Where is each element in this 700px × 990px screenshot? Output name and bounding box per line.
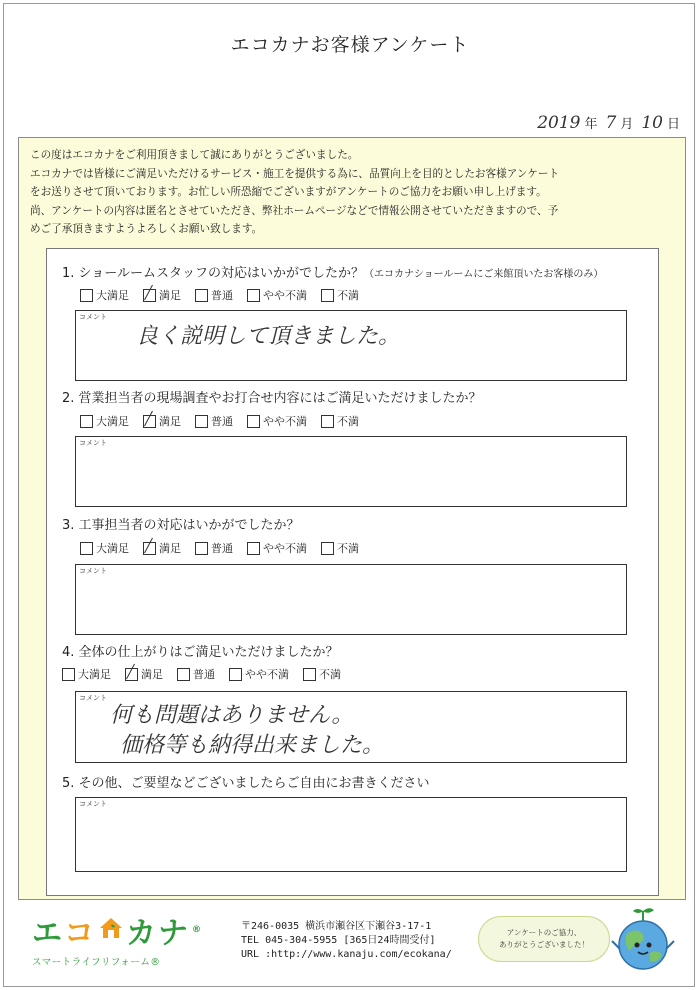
earth-mascot-icon <box>608 905 678 975</box>
option-satisfied[interactable] <box>143 540 181 556</box>
question-4-comment-box[interactable] <box>75 691 627 763</box>
page-title: エコカナお客様アンケート <box>230 34 470 56</box>
question-4-options <box>62 666 355 682</box>
question-1-title <box>62 262 603 281</box>
question-2-comment-box[interactable] <box>75 436 627 507</box>
option-satisfied[interactable] <box>143 413 181 429</box>
date-day: 10 <box>641 113 663 133</box>
option-slightly-dissatisfied[interactable] <box>247 287 307 303</box>
intro-line: エコカナでは皆様にご満足いただけるサービス・施工を提供する為に、品質向上を目的としたお客様アンケート <box>30 167 560 180</box>
option-label: やや不満 <box>245 668 289 681</box>
option-very-satisfied[interactable] <box>80 287 129 303</box>
option-dissatisfied[interactable] <box>303 666 341 682</box>
option-label: 満足 <box>159 289 181 302</box>
option-label: 満足 <box>141 668 163 681</box>
checkbox[interactable] <box>80 415 93 428</box>
option-label: 普通 <box>211 415 233 428</box>
question-5-title: 5. その他、ご要望などございましたらご自由にお書きください <box>62 776 430 791</box>
ecokana-logo <box>32 908 217 968</box>
bubble-line: ありがとうございました！ <box>499 940 589 949</box>
option-label: やや不満 <box>263 289 307 302</box>
option-label: 普通 <box>211 542 233 555</box>
house-icon <box>99 913 123 948</box>
option-dissatisfied[interactable] <box>321 540 359 556</box>
checkbox[interactable] <box>195 289 208 302</box>
checkbox-checked[interactable] <box>143 289 156 302</box>
option-label: 不満 <box>337 289 359 302</box>
company-tel: TEL 045-304-5955 [365日24時間受付] <box>241 935 436 946</box>
intro-line: この度はエコカナをご利用頂きまして誠にありがとうございました。 <box>30 149 359 161</box>
checkbox[interactable] <box>195 415 208 428</box>
comment-label: コメント <box>79 694 107 702</box>
checkbox[interactable] <box>303 668 316 681</box>
option-slightly-dissatisfied[interactable] <box>229 666 289 682</box>
checkbox[interactable] <box>321 542 334 555</box>
checkbox[interactable] <box>247 289 260 302</box>
comment-label: コメント <box>79 567 107 575</box>
date-year-unit: 年 <box>584 117 598 132</box>
company-address: 〒246-0035 横浜市瀬谷区下瀬谷3-17-1 <box>241 921 432 932</box>
checkbox-checked[interactable] <box>143 415 156 428</box>
checkbox-checked[interactable] <box>143 542 156 555</box>
comment-label: コメント <box>79 800 107 808</box>
bubble-line: アンケートのご協力、 <box>506 928 582 937</box>
question-4-title: 4. 全体の仕上がりはご満足いただけましたか？ <box>62 645 339 660</box>
date-year: 2019 <box>537 113 581 133</box>
option-label: 不満 <box>319 668 341 681</box>
question-1-note: （エコカナショールームにご来館頂いたお客様のみ） <box>364 269 604 280</box>
option-very-satisfied[interactable] <box>80 413 129 429</box>
checkbox[interactable] <box>229 668 242 681</box>
checkbox[interactable] <box>321 289 334 302</box>
logo-wordmark <box>32 908 217 952</box>
option-normal[interactable] <box>177 666 215 682</box>
question-3-options <box>80 540 373 556</box>
option-dissatisfied[interactable] <box>321 413 359 429</box>
intro-text <box>30 146 670 239</box>
thanks-bubble <box>478 916 610 962</box>
date-month-unit: 月 <box>620 117 634 132</box>
option-label: 満足 <box>159 415 181 428</box>
intro-line: 尚、アンケートの内容は匿名とさせていただき、弊社ホームページなどで情報公開させていただきますので、予 <box>30 204 559 217</box>
option-very-satisfied[interactable] <box>62 666 111 682</box>
option-label: 大満足 <box>78 668 111 681</box>
date-day-unit: 日 <box>666 117 680 132</box>
option-label: 普通 <box>193 668 215 681</box>
checkbox[interactable] <box>195 542 208 555</box>
question-5-comment-box[interactable] <box>75 797 627 872</box>
checkbox[interactable] <box>80 542 93 555</box>
option-label: 普通 <box>211 289 233 302</box>
logo-char: ナ <box>158 916 190 951</box>
date-month: 7 <box>605 113 617 133</box>
option-normal[interactable] <box>195 413 233 429</box>
question-1-options <box>80 287 373 303</box>
question-3-comment-box[interactable] <box>75 564 627 635</box>
option-label: やや不満 <box>263 415 307 428</box>
option-normal[interactable] <box>195 287 233 303</box>
checkbox-checked[interactable] <box>125 668 138 681</box>
option-label: 大満足 <box>96 415 129 428</box>
option-label: 満足 <box>159 542 181 555</box>
intro-line: めご了承頂きますようよろしくお願い致します。 <box>30 223 263 235</box>
option-satisfied[interactable] <box>143 287 181 303</box>
logo-char: コ <box>64 916 96 951</box>
option-slightly-dissatisfied[interactable] <box>247 540 307 556</box>
logo-char: カ <box>126 916 158 951</box>
question-2-title: 2. 営業担当者の現場調査やお打合せ内容にはご満足いただけましたか？ <box>62 391 482 406</box>
option-very-satisfied[interactable] <box>80 540 129 556</box>
comment-label: コメント <box>79 313 107 321</box>
logo-char: エ <box>32 916 64 951</box>
option-label: 不満 <box>337 415 359 428</box>
option-normal[interactable] <box>195 540 233 556</box>
logo-reg-mark: ® <box>192 925 203 935</box>
question-2-options <box>80 413 373 429</box>
option-label: 不満 <box>337 542 359 555</box>
option-label: やや不満 <box>263 542 307 555</box>
comment-label: コメント <box>79 439 107 447</box>
option-dissatisfied[interactable] <box>321 287 359 303</box>
checkbox[interactable] <box>62 668 75 681</box>
option-slightly-dissatisfied[interactable] <box>247 413 307 429</box>
survey-date <box>537 113 680 133</box>
checkbox[interactable] <box>177 668 190 681</box>
company-url[interactable]: URL :http://www.kanaju.com/ecokana/ <box>241 949 452 960</box>
checkbox[interactable] <box>80 289 93 302</box>
checkbox[interactable] <box>247 542 260 555</box>
logo-tagline: スマートライフリフォーム® <box>32 957 161 968</box>
handwritten-comment: 価格等も納得出来ました。 <box>120 733 385 758</box>
question-1-comment-box[interactable] <box>75 310 627 381</box>
option-label: 大満足 <box>96 289 129 302</box>
checkbox[interactable] <box>321 415 334 428</box>
handwritten-comment: 何も問題はありません。 <box>110 703 354 728</box>
company-contact <box>241 920 452 962</box>
handwritten-comment: 良く説明して頂きました。 <box>136 324 401 349</box>
question-3-title: 3. 工事担当者の対応はいかがでしたか？ <box>62 518 300 533</box>
option-satisfied[interactable] <box>125 666 163 682</box>
intro-line: をお送りさせて頂いております。お忙しい所恐縮でございますがアンケートのご協力をお願い申し上げます。 <box>30 186 547 198</box>
question-1-text: 1. ショールームスタッフの対応はいかがでしたか？ <box>62 266 365 281</box>
checkbox[interactable] <box>247 415 260 428</box>
option-label: 大満足 <box>96 542 129 555</box>
